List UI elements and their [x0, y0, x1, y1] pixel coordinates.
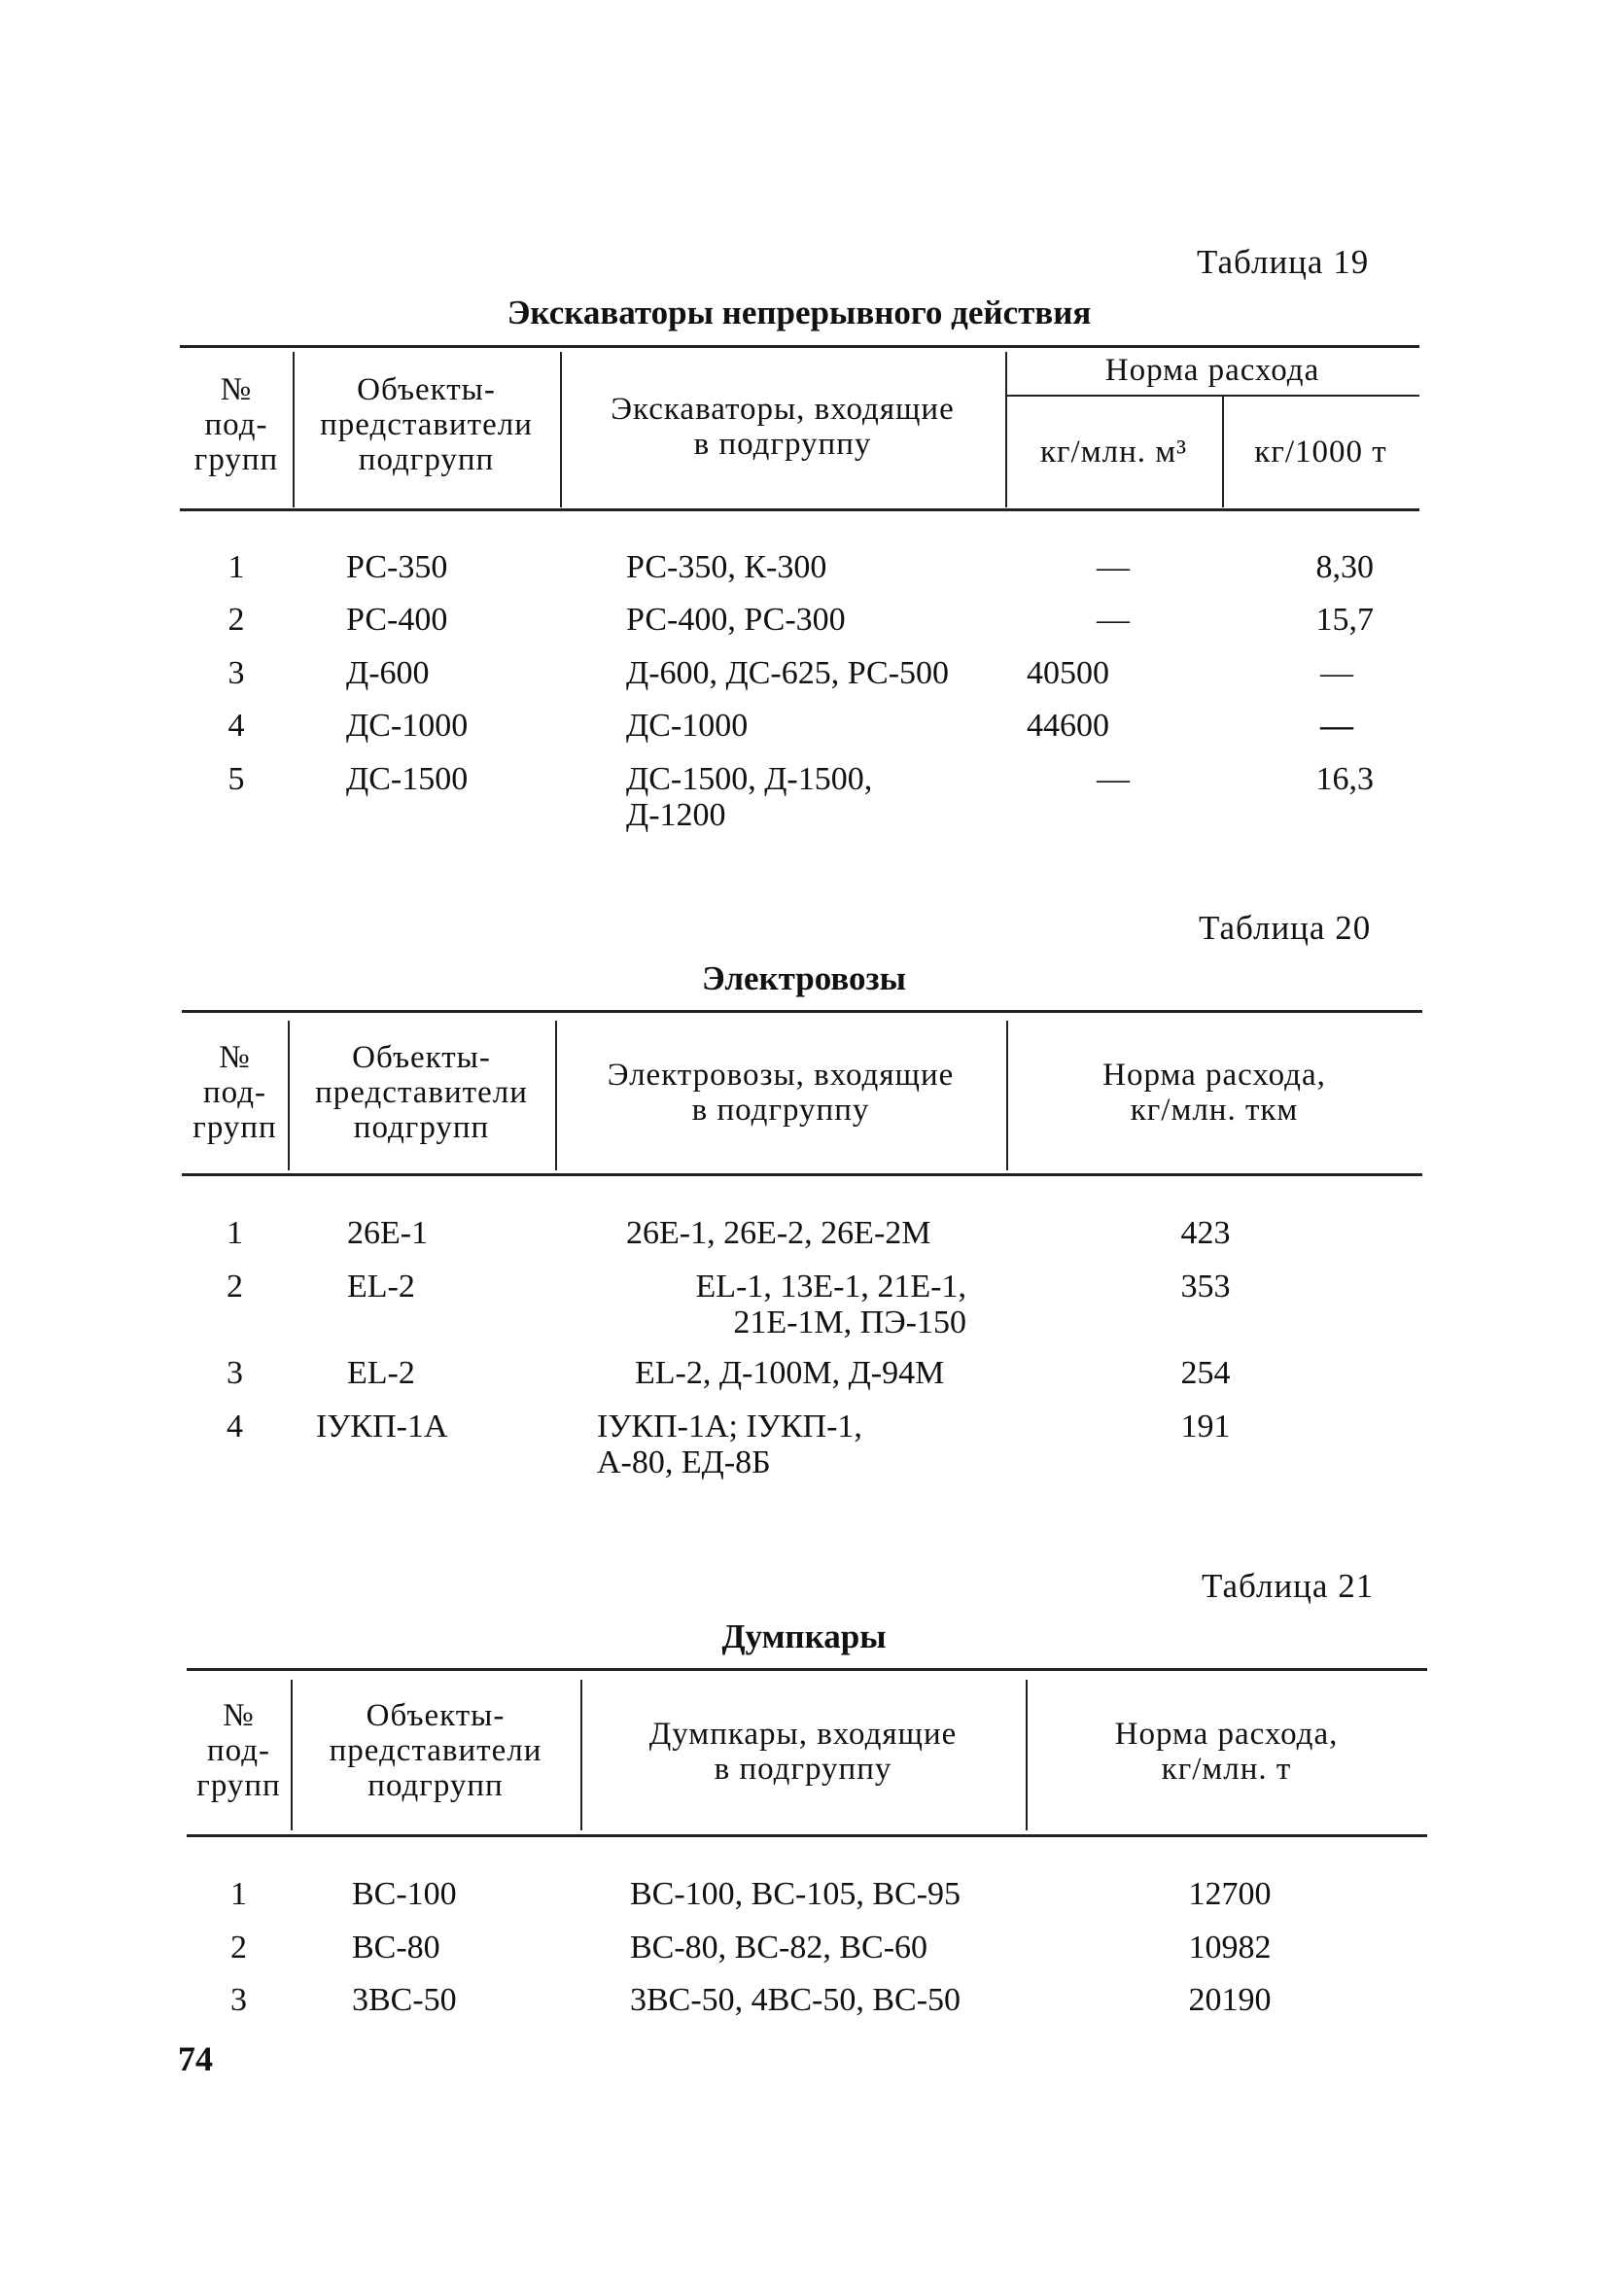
row-members: EL-2, Д-100М, Д-94М — [635, 1355, 945, 1391]
table-21-header-norm: Норма расхода, кг/млн. т — [1114, 1717, 1339, 1787]
row-members: 3ВС-50, 4ВС-50, ВС-50 — [630, 1982, 961, 2018]
table-19-header-objects: Объекты- представители подгрупп — [320, 372, 533, 477]
row-object: IУКП-1А — [316, 1409, 448, 1444]
table-21-header-rule — [187, 1834, 1427, 1837]
row-members: IУКП-1А; IУКП-1, А-80, ЕД-8Б — [597, 1409, 862, 1480]
row-members: ДС-1500, Д-1500, Д-1200 — [626, 761, 873, 833]
table-21-header-objects: Объекты- представители подгрупп — [329, 1698, 542, 1803]
table-21-number: Таблица 21 — [1202, 1567, 1375, 1605]
row-norm-m3: — — [1097, 602, 1130, 638]
table-19-header-norm-m3: кг/млн. м³ — [1039, 435, 1188, 470]
row-members: ДС-1000 — [626, 708, 749, 744]
row-object: РС-400 — [346, 602, 448, 638]
table-20-header-norm: Норма расхода, кг/млн. ткм — [1102, 1058, 1326, 1128]
row-norm: 10982 — [1188, 1930, 1272, 1966]
table-21-top-rule — [187, 1668, 1427, 1671]
row-num: 4 — [227, 708, 245, 744]
table-20-title: Электровозы — [702, 959, 906, 997]
table-20-header-num: № под- групп — [192, 1040, 277, 1145]
row-members: РС-400, РС-300 — [626, 602, 846, 638]
page-number: 74 — [178, 2039, 213, 2078]
row-num: 2 — [230, 1930, 247, 1966]
row-members: ВС-100, ВС-105, ВС-95 — [630, 1876, 961, 1912]
row-norm: 423 — [1180, 1215, 1231, 1251]
row-norm-m3: — — [1097, 761, 1130, 797]
row-num: 2 — [227, 1269, 243, 1305]
row-norm-t: 15,7 — [1315, 602, 1374, 638]
table-21-title: Думпкары — [721, 1618, 887, 1655]
table-19-title: Экскаваторы непрерывного действия — [507, 294, 1092, 331]
row-norm: 353 — [1180, 1269, 1231, 1305]
row-norm-t: — — [1320, 655, 1353, 691]
row-norm: 20190 — [1188, 1982, 1272, 2018]
row-object: 26Е-1 — [347, 1215, 429, 1251]
row-object: Д-600 — [346, 655, 430, 691]
row-norm: 191 — [1180, 1409, 1231, 1444]
table-19-top-rule — [180, 345, 1419, 348]
row-norm-t: 16,3 — [1315, 761, 1374, 797]
row-num: 4 — [227, 1409, 243, 1444]
row-num: 1 — [227, 549, 245, 585]
row-norm-m3: 44600 — [1027, 708, 1109, 744]
row-num: 3 — [227, 655, 245, 691]
row-members: РС-350, К-300 — [626, 549, 827, 585]
table-20-header-objects: Объекты- представители подгрупп — [315, 1040, 528, 1145]
table-19-header-num: № под- групп — [193, 372, 279, 477]
row-object: 3ВС-50 — [352, 1982, 457, 2018]
row-norm: 12700 — [1188, 1876, 1272, 1912]
row-norm-t: 8,30 — [1315, 549, 1374, 585]
table-19-header-norm: Норма расхода — [1104, 353, 1320, 388]
table-19-header-members: Экскаваторы, входящие в подгруппу — [611, 392, 955, 462]
table-19-norm-rule — [1005, 395, 1419, 397]
row-num: 3 — [227, 1355, 243, 1391]
table-21-header-num: № под- групп — [196, 1698, 281, 1803]
row-object: ДС-1000 — [346, 708, 469, 744]
row-norm: 254 — [1180, 1355, 1231, 1391]
row-object: EL-2 — [347, 1355, 415, 1391]
row-num: 5 — [227, 761, 245, 797]
row-object: ВС-100 — [352, 1876, 457, 1912]
row-object: EL-2 — [347, 1269, 415, 1305]
row-object: РС-350 — [346, 549, 448, 585]
table-20-top-rule — [182, 1010, 1422, 1013]
table-20-number: Таблица 20 — [1199, 909, 1372, 947]
table-20-header-members: Электровозы, входящие в подгруппу — [607, 1058, 955, 1128]
row-norm-m3: — — [1097, 549, 1130, 585]
row-members: ВС-80, ВС-82, ВС-60 — [630, 1930, 928, 1966]
table-19-header-norm-t: кг/1000 т — [1254, 435, 1387, 470]
row-object: ДС-1500 — [346, 761, 469, 797]
row-num: 1 — [227, 1215, 243, 1251]
row-norm-m3: 40500 — [1027, 655, 1109, 691]
row-object: ВС-80 — [352, 1930, 440, 1966]
row-members: Д-600, ДС-625, РС-500 — [626, 655, 950, 691]
table-20-header-rule — [182, 1173, 1422, 1176]
table-21-header-members: Думпкары, входящие в подгруппу — [648, 1717, 958, 1787]
table-19-header-rule — [180, 508, 1419, 511]
row-norm-t: — — [1320, 708, 1353, 744]
row-members: 26Е-1, 26Е-2, 26Е-2М — [626, 1215, 931, 1251]
row-num: 3 — [230, 1982, 247, 2018]
table-19-number: Таблица 19 — [1197, 243, 1370, 281]
row-num: 2 — [227, 602, 245, 638]
row-num: 1 — [230, 1876, 247, 1912]
row-members: EL-1, 13Е-1, 21Е-1, 21Е-1М, ПЭ-150 — [695, 1269, 966, 1340]
